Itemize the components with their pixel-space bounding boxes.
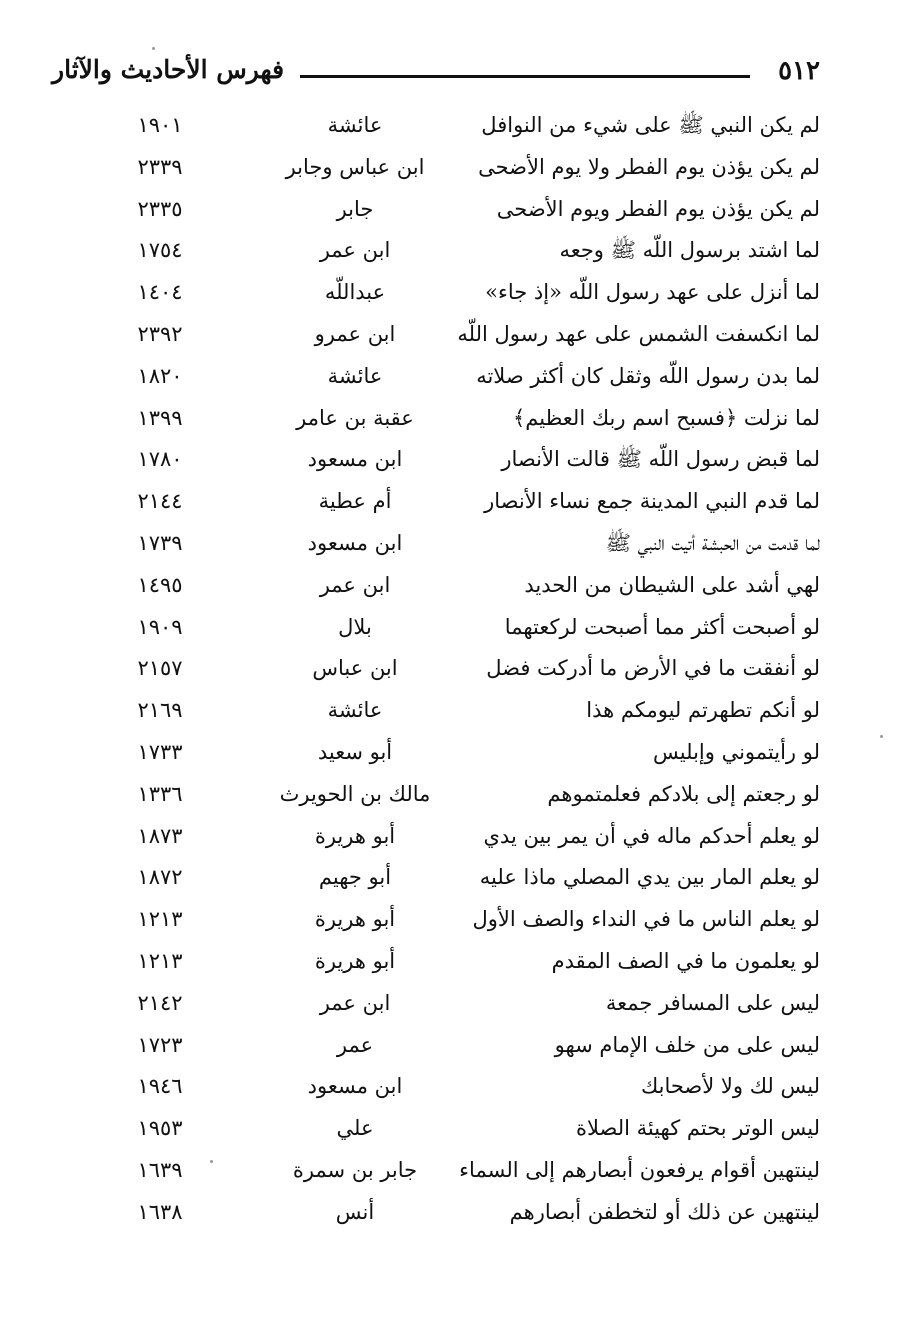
narrator-name: مالك بن الحويرث: [279, 781, 431, 806]
hadith-number: ١٤٠٤: [137, 280, 183, 305]
index-row: [110, 648, 820, 690]
hadith-incipit: لو رأيتموني وإبليس: [653, 739, 820, 764]
narrator-name: ابن مسعود: [307, 530, 403, 555]
narrator-name: ابن عمرو: [314, 321, 396, 346]
hadith-number: ١٤٩٥: [137, 572, 183, 597]
hadith-number: ١٧٣٣: [137, 739, 183, 764]
index-row: [110, 732, 820, 774]
narrator-name: ابن عمر: [319, 238, 391, 263]
narrator-name: علي: [336, 1116, 374, 1141]
index-row: [110, 1108, 820, 1150]
hadith-number: ١٩٠٩: [137, 614, 183, 639]
hadith-number: ٢١٦٩: [137, 698, 183, 723]
narrator-name: عبداللّه: [324, 280, 386, 305]
page-header: [52, 52, 820, 96]
hadith-incipit: لما أنزل على عهد رسول اللّه «إذ جاء»: [485, 280, 820, 305]
hadith-incipit: لما انكسفت الشمس على عهد رسول اللّه: [457, 321, 820, 346]
hadith-number: ١٨٢٠: [137, 363, 183, 388]
hadith-incipit: لما قدمت من الحبشة أتيت النبي ﷺ: [605, 530, 820, 555]
hadith-incipit: لما قدم النبي المدينة جمع نساء الأنصار: [484, 489, 820, 514]
hadith-incipit: لو يعلمون ما في الصف المقدم: [551, 948, 820, 973]
hadith-number: ١٧٣٩: [137, 530, 183, 555]
hadith-incipit: لم يكن النبي ﷺ على شيء من النوافل: [481, 113, 820, 137]
narrator-name: ابن عباس وجابر: [285, 154, 425, 179]
scan-speck: [210, 1160, 213, 1163]
hadith-number: ١٣٩٩: [137, 405, 183, 430]
narrator-name: ابن عباس: [312, 656, 398, 681]
hadith-incipit: لم يكن يؤذن يوم الفطر ولا يوم الأضحى: [478, 154, 820, 179]
hadith-incipit: لو أنفقت ما في الأرض ما أدركت فضل: [486, 656, 820, 681]
hadith-incipit: لم يكن يؤذن يوم الفطر ويوم الأضحى: [496, 196, 820, 221]
hadith-incipit: لما بدن رسول اللّه وثقل كان أكثر صلاته: [476, 363, 820, 388]
index-row: [110, 189, 820, 231]
index-row: [110, 481, 820, 523]
index-row: [110, 272, 820, 314]
index-row: [110, 1025, 820, 1067]
narrator-name: عائشة: [327, 363, 383, 388]
narrator-name: أبو هريرة: [314, 948, 396, 973]
narrator-name: ابن مسعود: [307, 447, 403, 472]
hadith-incipit: ليس الوتر بحتم كهيئة الصلاة: [575, 1116, 820, 1141]
hadith-number: ١٧٨٠: [137, 447, 183, 472]
index-row: [110, 1150, 820, 1192]
narrator-name: ابن مسعود: [307, 1074, 403, 1099]
hadith-incipit: لو أصبحت أكثر مما أصبحت لركعتهما: [504, 614, 820, 639]
hadith-number: ١٨٧٣: [137, 823, 183, 848]
narrator-name: عمر: [336, 1032, 374, 1057]
narrator-name: ابن عمر: [319, 990, 391, 1015]
index-row: [110, 105, 820, 147]
index-table: [110, 105, 820, 1234]
narrator-name: أنس: [335, 1199, 375, 1224]
narrator-name: عقبة بن عامر: [296, 405, 414, 430]
hadith-incipit: لو رجعتم إلى بلادكم فعلمتموهم: [547, 781, 820, 806]
hadith-incipit: لما قبض رسول اللّه ﷺ قالت الأنصار: [501, 447, 820, 472]
hadith-number: ١٦٣٩: [137, 1157, 183, 1182]
hadith-number: ١٢١٣: [137, 948, 183, 973]
hadith-incipit: لينتهين عن ذلك أو لتخطفن أبصارهم: [509, 1199, 820, 1224]
index-row: [110, 565, 820, 607]
hadith-number: ٢١٤٤: [137, 489, 183, 514]
hadith-incipit: ليس لك ولا لأصحابك: [640, 1074, 820, 1099]
hadith-incipit: لو يعلم المار بين يدي المصلي ماذا عليه: [479, 865, 820, 890]
narrator-name: بلال: [338, 614, 372, 639]
hadith-incipit: لينتهين أقوام يرفعون أبصارهم إلى السماء: [459, 1157, 820, 1182]
index-row: [110, 439, 820, 481]
scan-speck: [880, 735, 883, 738]
index-row: [110, 398, 820, 440]
hadith-number: ٢٣٣٩: [137, 154, 183, 179]
hadith-number: ١٩٥٣: [137, 1116, 183, 1141]
header-rule: [300, 75, 750, 78]
narrator-name: جابر بن سمرة: [292, 1157, 418, 1182]
hadith-incipit: لهي أشد على الشيطان من الحديد: [524, 572, 820, 597]
narrator-name: عائشة: [327, 698, 383, 723]
index-row: [110, 774, 820, 816]
index-row: [110, 857, 820, 899]
index-row: [110, 314, 820, 356]
hadith-number: ٢٣٩٢: [137, 321, 183, 346]
scan-speck: [152, 47, 155, 50]
hadith-number: ١٦٣٨: [137, 1199, 183, 1224]
narrator-name: أبو جهيم: [318, 865, 392, 890]
narrator-name: أبو هريرة: [314, 823, 396, 848]
narrator-name: أبو سعيد: [317, 739, 393, 764]
narrator-name: أبو هريرة: [314, 907, 396, 932]
index-row: [110, 523, 820, 565]
page-number: ٥١٢: [778, 56, 820, 86]
index-row: [110, 607, 820, 649]
hadith-number: ١٣٣٦: [137, 781, 183, 806]
hadith-incipit: ليس على من خلف الإمام سهو: [554, 1032, 820, 1057]
hadith-incipit: لو أنكم تطهرتم ليومكم هذا: [586, 698, 820, 723]
index-row: [110, 356, 820, 398]
index-row: [110, 1066, 820, 1108]
hadith-incipit: لو يعلم الناس ما في النداء والصف الأول: [472, 907, 820, 932]
hadith-incipit: لما اشتد برسول اللّه ﷺ وجعه: [559, 238, 820, 263]
hadith-number: ١٧٥٤: [137, 238, 183, 263]
index-row: [110, 899, 820, 941]
hadith-incipit: لو يعلم أحدكم ماله في أن يمر بين يدي: [483, 823, 820, 848]
index-row: [110, 230, 820, 272]
narrator-name: جابر: [336, 196, 374, 221]
hadith-number: ١٩٠١: [137, 113, 183, 137]
narrator-name: أم عطية: [318, 489, 392, 514]
index-row: [110, 690, 820, 732]
hadith-incipit: لما نزلت ﴿فسبح اسم ربك العظيم﴾: [512, 405, 820, 430]
index-row: [110, 147, 820, 189]
hadith-number: ٢١٥٧: [137, 656, 183, 681]
hadith-incipit: ليس على المسافر جمعة: [605, 990, 820, 1015]
index-row: [110, 983, 820, 1025]
narrator-name: عائشة: [327, 113, 383, 137]
hadith-number: ١٧٢٣: [137, 1032, 183, 1057]
narrator-name: ابن عمر: [319, 572, 391, 597]
index-row: [110, 941, 820, 983]
hadith-number: ١٩٤٦: [137, 1074, 183, 1099]
hadith-number: ١٨٧٢: [137, 865, 183, 890]
index-row: [110, 1192, 820, 1234]
index-row: [110, 816, 820, 858]
hadith-number: ٢١٤٢: [137, 990, 183, 1015]
hadith-number: ١٢١٣: [137, 907, 183, 932]
running-title: فهرس الأحاديث والآثار: [52, 55, 285, 84]
hadith-number: ٢٣٣٥: [137, 196, 183, 221]
